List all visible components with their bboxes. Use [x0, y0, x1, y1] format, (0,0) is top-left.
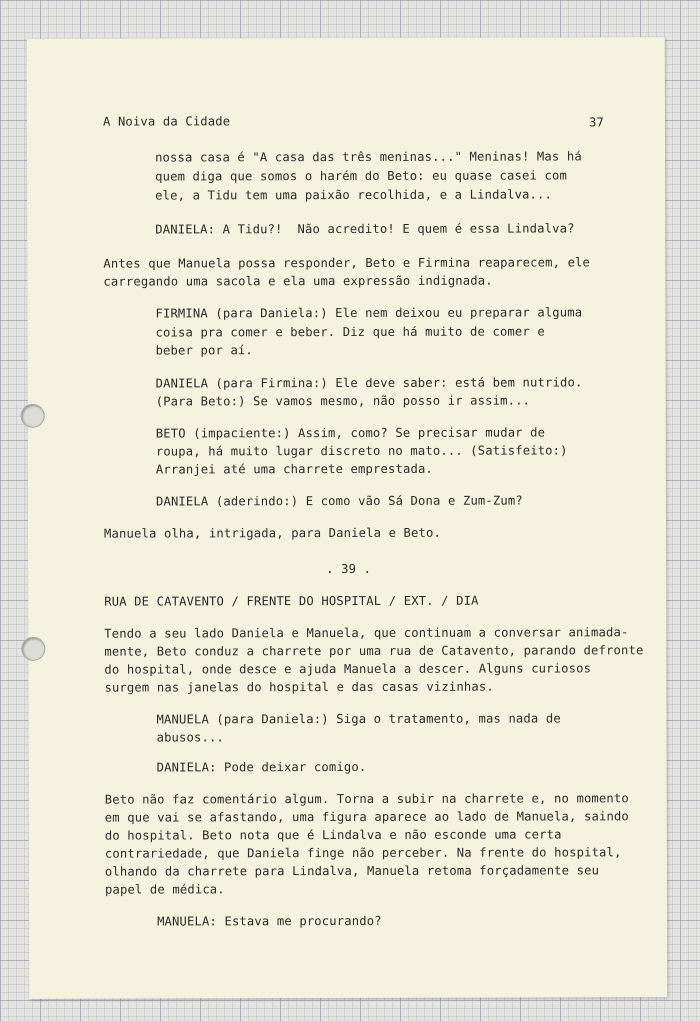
punch-hole	[21, 404, 45, 428]
scene-number: . 39 .	[326, 561, 372, 577]
action-line: papel de médica.	[104, 882, 225, 897]
page-number: 37	[588, 115, 604, 130]
typed-page	[27, 37, 668, 999]
dialogue-line: MANUELA (para Daniela:) Siga o tratamento, mas nada de	[156, 711, 561, 727]
action-line: do hospital. Beto nota que é Lindalva e não esconde uma certa	[104, 827, 562, 843]
dialogue-line: ele, a Tidu tem uma paixão recolhida, e a Lindalva...	[155, 187, 553, 203]
dialogue-line: Arranjei até uma charrete emprestada.	[155, 461, 433, 477]
dialogue-line: roupa, há muito lugar discreto no mato... (Satisfeito:)	[155, 443, 568, 459]
action-line: do hospital, onde desce e ajuda Manuela a descer. Alguns curiosos	[104, 661, 592, 677]
dialogue-line: DANIELA: A Tidu?! Não acredito! E quem é essa Lindalva?	[155, 221, 575, 237]
punch-hole	[21, 637, 45, 661]
action-line: surgem nas janelas do hospital e das casas vizinhas.	[104, 679, 494, 695]
action-line: Beto não faz comentário algum. Torna a subir na charrete e, no momento	[104, 791, 629, 807]
scene-heading: RUA DE CATAVENTO / FRENTE DO HOSPITAL / EXT. / DIA	[104, 593, 479, 609]
action-line: Antes que Manuela possa responder, Beto e Firmina reaparecem, ele	[103, 255, 591, 271]
action-line: Tendo a seu lado Daniela e Manuela, que continuam a conversar animada-	[104, 625, 629, 641]
dialogue-line: BETO (impaciente:) Assim, como? Se precisar mudar de	[155, 425, 546, 441]
dialogue-line: abusos...	[156, 730, 224, 745]
action-line: Manuela olha, intrigada, para Daniela e Beto.	[104, 525, 441, 541]
dialogue-line: beber por aí.	[155, 343, 253, 358]
dialogue-line: (Para Beto:) Se vamos mesmo, não posso ir assim...	[155, 393, 531, 409]
dialogue-line: DANIELA (aderindo:) E como vão Sá Dona e Zum-Zum?	[155, 493, 523, 509]
dialogue-line: quem diga que somos o harém do Beto: eu quase casei com	[155, 168, 567, 184]
dialogue-line: nossa casa é "A casa das três meninas..." Meninas! Mas há	[155, 149, 582, 165]
header-title: A Noiva da Cidade	[102, 114, 231, 129]
dialogue-line: coisa pra comer e beber. Diz que há muito de comer e	[155, 324, 545, 340]
dialogue-line: DANIELA (para Firmina:) Ele deve saber: está bem nutrido.	[155, 375, 583, 391]
dialogue-line: MANUELA: Estava me procurando?	[157, 913, 382, 929]
action-line: contrariedade, que Daniela finge não perceber. Na frente do hospital,	[104, 845, 622, 861]
action-line: carregando uma sacola e ela uma expressão indignada.	[103, 273, 493, 289]
action-line: em que vai se afastando, uma figura aparece ao lado de Manuela, saindo	[104, 809, 629, 825]
action-line: olhando da charrete para Lindalva, Manuela retoma forçadamente seu	[104, 863, 600, 879]
action-line: mente, Beto conduz a charrete por uma rua de Catavento, parando defronte	[104, 643, 644, 659]
dialogue-line: DANIELA: Pode deixar comigo.	[156, 759, 367, 775]
dialogue-line: FIRMINA (para Daniela:) Ele nem deixou eu preparar alguma	[155, 305, 583, 321]
